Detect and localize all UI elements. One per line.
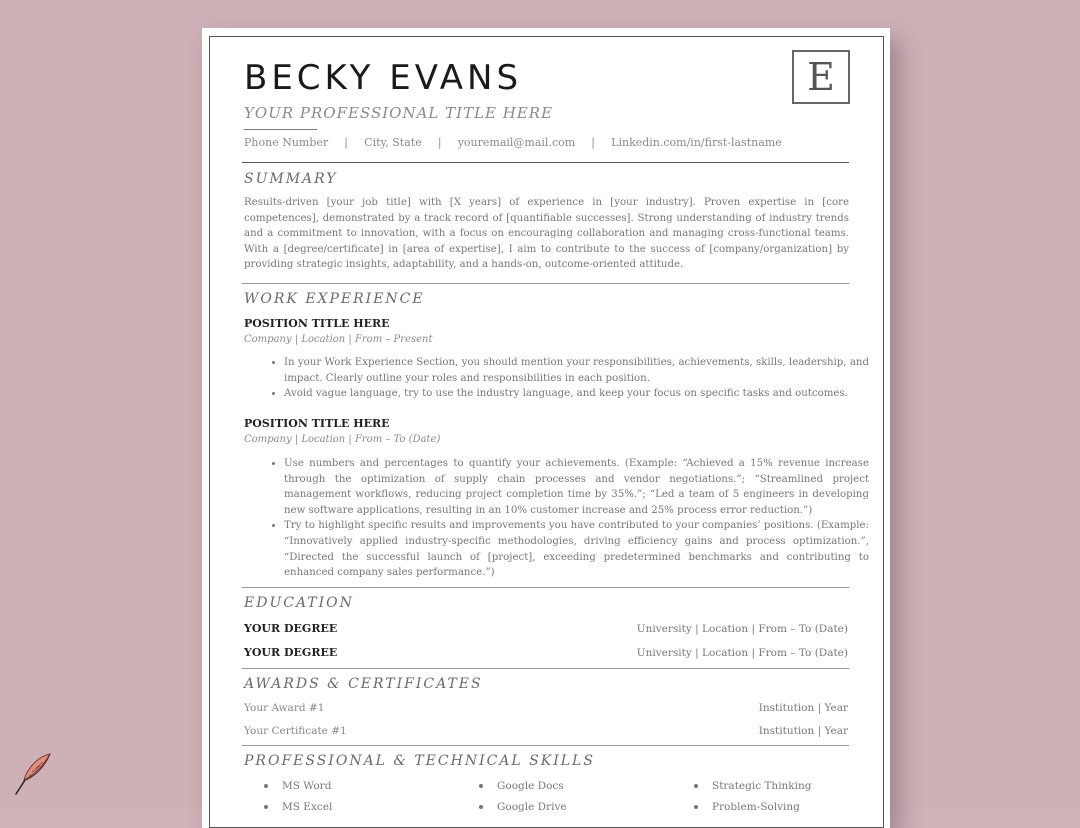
job-title: POSITION TITLE HERE: [244, 317, 390, 330]
contact-separator: |: [437, 136, 442, 149]
section-divider: [242, 668, 849, 669]
summary-text: Results-driven [your job title] with [X years] of experience in [your industry]. Proven expertise in [core competences], demonstrated by a track record of [quantifiable successes]. Strong understanding of industry trends and a commitment to innovation, with a focus on encouraging collaboration and managing cross-functional teams. With a [degree/certificate] in [area of expertise], I aim to contribute to the success of [company/organization] by providing strategic insights, adaptability, and a hands-on, outcome-oriented attitude.: [244, 197, 849, 271]
section-divider: [242, 283, 849, 284]
bullet-dot: [264, 805, 268, 809]
resume-page: [202, 28, 890, 828]
award-name: Your Award #1: [244, 702, 325, 714]
job-subtitle: Company | Location | From – To (Date): [244, 434, 441, 445]
feather-quill-icon: [12, 750, 56, 798]
education-heading: EDUCATION: [244, 595, 354, 611]
summary-heading: SUMMARY: [244, 171, 338, 187]
degree-detail: University | Location | From – To (Date): [636, 623, 848, 635]
job-subtitle: Company | Location | From – Present: [244, 334, 433, 345]
skill-label: Google Docs: [497, 780, 564, 792]
contact-separator: |: [591, 136, 596, 149]
job-bullets: [264, 355, 869, 402]
contact-email: youremail@mail.com: [457, 136, 576, 149]
skill-item: [479, 780, 564, 792]
section-divider: [242, 745, 849, 746]
skill-item: [264, 801, 332, 813]
section-divider: [242, 587, 849, 588]
degree-name: YOUR DEGREE: [244, 646, 338, 659]
contact-phone: Phone Number: [244, 136, 329, 149]
job-bullets: [264, 456, 869, 581]
certificate-detail: Institution | Year: [758, 725, 848, 737]
degree-name: YOUR DEGREE: [244, 622, 338, 635]
award-detail: Institution | Year: [758, 702, 848, 714]
bullet-dot: [694, 805, 698, 809]
contact-linkedin: Linkedin.com/in/first-lastname: [611, 136, 782, 149]
bullet-dot: [694, 784, 698, 788]
certificate-name: Your Certificate #1: [244, 725, 347, 737]
awards-heading: AWARDS & CERTIFICATES: [244, 676, 483, 692]
bullet-dot: [479, 805, 483, 809]
degree-detail: University | Location | From – To (Date): [636, 647, 848, 659]
contact-location: City, State: [364, 136, 422, 149]
skills-heading: PROFESSIONAL & TECHNICAL SKILLS: [244, 753, 595, 769]
header-divider: [242, 162, 849, 163]
list-item: • Try to highlight specific results and improvements you have contributed to your companies’ positions. (Example: “Innovatively applied industry-specific methodologies, driving efficiency gains and process optimization.”, “Directed the successful launch of [project], exceeding predetermined benchmarks and contributing to enhanced company sales performance.”): [284, 518, 869, 580]
title-underline: [244, 129, 317, 130]
contact-line: [244, 136, 782, 149]
experience-heading: WORK EXPERIENCE: [244, 291, 425, 307]
contact-separator: |: [344, 136, 349, 149]
skill-item: [264, 780, 331, 792]
skill-item: [479, 801, 567, 813]
bullet-dot: [479, 784, 483, 788]
professional-title: YOUR PROFESSIONAL TITLE HERE: [244, 104, 554, 122]
skill-item: [694, 780, 812, 792]
list-item: • In your Work Experience Section, you should mention your responsibilities, achievements, skills, leadership, and impact. Clearly outline your roles and responsibilities in each position.: [284, 355, 869, 386]
skill-label: Problem-Solving: [712, 801, 800, 813]
resume-name: BECKY EVANS: [244, 58, 523, 98]
skill-label: MS Word: [282, 780, 332, 792]
list-item: • Use numbers and percentages to quantify your achievements. (Example: “Achieved a 15% revenue increase through the optimization of supply chain processes and vendor negotiations.”; “Streamlined project management workflows, reducing project completion time by 35%.”; “Led a team of 5 engineers in developing new software applications, resulting in an 10% customer increase and 25% process error reduction.”): [284, 456, 869, 518]
list-item: • Avoid vague language, try to use the industry language, and keep your focus on specific tasks and outcomes.: [284, 386, 869, 402]
skill-label: Google Drive: [497, 801, 567, 813]
job-title: POSITION TITLE HERE: [244, 417, 390, 430]
bullet-dot: [264, 784, 268, 788]
skill-label: MS Excel: [282, 801, 333, 813]
monogram-logo: E: [792, 50, 850, 104]
skill-item: [694, 801, 800, 813]
skill-label: Strategic Thinking: [712, 780, 812, 792]
